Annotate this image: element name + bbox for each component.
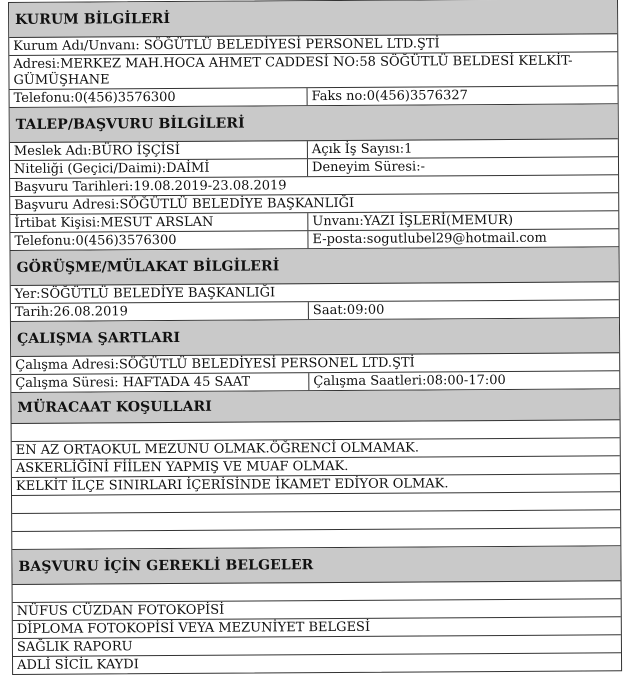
acik-is-sayisi: Açık İş Sayısı:1 xyxy=(311,141,413,158)
kurum-title: KURUM BİLGİLERİ xyxy=(15,11,171,28)
irtibat-kisisi: İrtibat Kişisi:MESUT ARSLAN xyxy=(10,213,308,232)
section-header-muracaat xyxy=(11,389,619,424)
basvuru-tarihleri: Başvuru Tarihleri:19.08.2019-23.08.2019 xyxy=(14,178,287,195)
muracaat-title: MÜRACAAT KOŞULLARI xyxy=(17,398,212,416)
section-header-gorusme xyxy=(11,247,619,286)
talep-eposta: E-posta:sogutlubel29@hotmail.com xyxy=(312,230,547,248)
section-header-kurum xyxy=(9,0,617,38)
talep-telefon: Telefonu:0(456)3576300 xyxy=(10,231,308,250)
muracaat-item-text: KELKİT İLÇE SINIRLARI İÇERİSİNDE İKAMET EDİYOR OLMAK. xyxy=(15,476,449,494)
kurum-adres: Adresi:MERKEZ MAH.HOCA AHMET CADDESİ NO:58 SÖĞÜTLÜ BELDESİ KELKİT-GÜMÜŞHANE xyxy=(13,53,573,88)
belge-item xyxy=(13,653,621,674)
meslek-adi: Meslek Adı:BÜRO İŞÇİSİ xyxy=(10,141,308,160)
calisma-adresi: Çalışma Adresi:SÖĞÜTLÜ BELEDİYESİ PERSONEL LTD.ŞTİ xyxy=(15,355,415,373)
calisma-title: ÇALIŞMA ŞARTLARI xyxy=(17,329,181,347)
irtibat-unvani: Unvanı:YAZI İŞLERİ(MEMUR) xyxy=(312,212,514,230)
section-header-talep xyxy=(10,104,618,143)
niteligi: Niteliği (Geçici/Daimi):DAİMİ xyxy=(10,159,308,178)
belge-item-text: DİPLOMA FOTOKOPİSİ VEYA MEZUNİYET BELGESİ xyxy=(16,619,371,637)
gorusme-tarih: Tarih:26.08.2019 xyxy=(11,302,309,321)
belge-item-text: SAĞLIK RAPORU xyxy=(16,639,133,655)
calisma-saatleri: Çalışma Saatleri:08:00-17:00 xyxy=(313,372,506,390)
job-posting-form xyxy=(8,0,622,675)
kurum-telefon: Telefonu:0(456)3576300 xyxy=(10,88,308,107)
section-header-belgeler xyxy=(12,546,620,585)
deneyim-suresi: Deneyim Süresi:- xyxy=(311,159,425,176)
belgeler-title: BAŞVURU İÇİN GEREKLİ BELGELER xyxy=(18,557,314,575)
kurum-adi: Kurum Adı/Unvanı: SÖĞÜTLÜ BELEDİYESİ PERSONEL LTD.ŞTİ xyxy=(13,36,440,54)
gorusme-saat: Saat:09:00 xyxy=(312,302,385,319)
basvuru-adresi: Başvuru Adresi:SÖĞÜTLÜ BELEDİYE BAŞKANLIĞI xyxy=(14,195,355,213)
muracaat-item-text: EN AZ ORTAOKUL MEZUNU OLMAK.ÖĞRENCİ OLMAMAK. xyxy=(15,440,420,458)
belge-item-text: NÜFUS CÜZDAN FOTOKOPİSİ xyxy=(16,602,225,619)
muracaat-item-text: ASKERLİĞİNİ FİİLEN YAPMIŞ VE MUAF OLMAK. xyxy=(15,458,349,476)
section-header-calisma xyxy=(11,318,619,357)
calisma-suresi: Çalışma Süresi: HAFTADA 45 SAAT xyxy=(11,373,309,392)
talep-title: TALEP/BAŞVURU BİLGİLERİ xyxy=(15,115,245,133)
kurum-adres-row xyxy=(9,52,617,90)
belge-item-text: ADLİ SİCİL KAYDI xyxy=(17,657,139,673)
kurum-faks: Faks no:0(456)3576327 xyxy=(311,88,468,105)
gorusme-yer: Yer:SÖĞÜTLÜ BELEDİYE BAŞKANLIĞI xyxy=(14,285,276,302)
gorusme-title: GÖRÜŞME/MÜLAKAT BİLGİLERİ xyxy=(16,258,280,276)
